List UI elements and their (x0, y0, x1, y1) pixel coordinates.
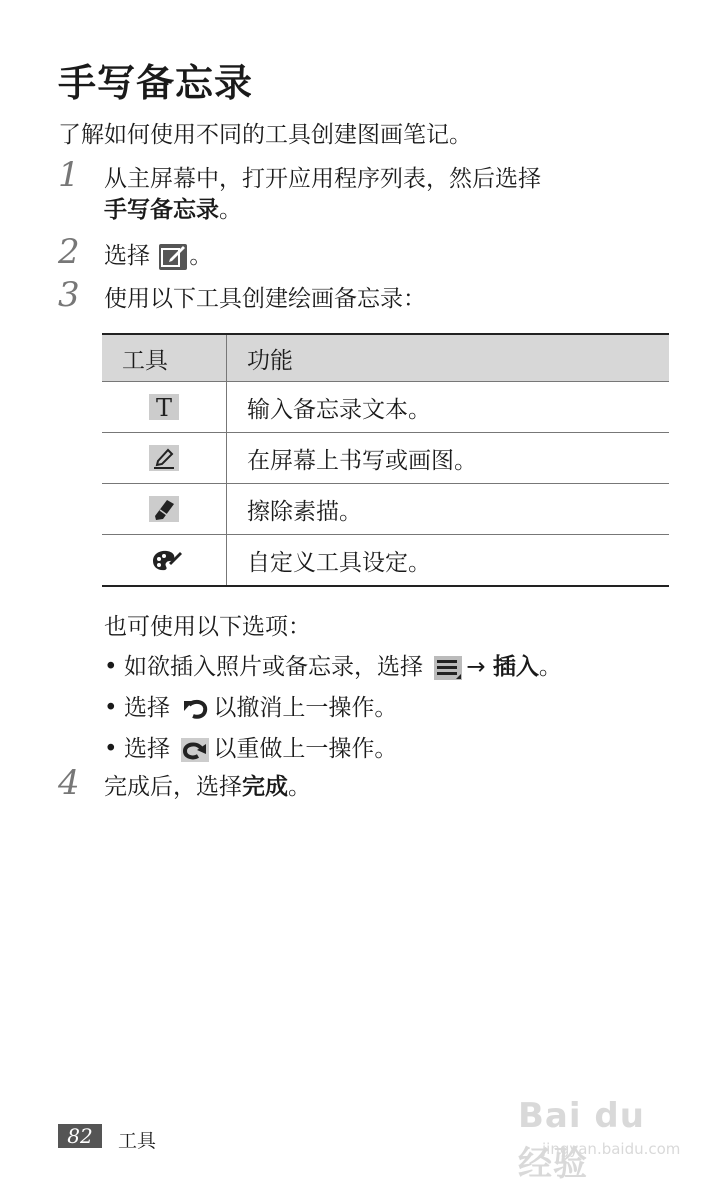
app-name: 手写备忘录 (104, 197, 219, 223)
function-text: 输入备忘录文本。 (227, 382, 670, 433)
step-text: 使用以下工具创建绘画备忘录： (104, 286, 426, 312)
baidu-watermark (518, 1088, 688, 1184)
watermark-url: jingyan.baidu.com (542, 1140, 681, 1158)
step-number: 4 (58, 763, 80, 803)
step-4: 4 完成后，选择完成。 (58, 763, 311, 803)
section-name: 工具 (118, 1130, 157, 1152)
tools-table (102, 333, 669, 587)
page-title: 手写备忘录 (58, 61, 254, 105)
table-header-row (102, 334, 669, 382)
step-number: 3 (58, 275, 80, 315)
also-text: 也可使用以下选项： (104, 614, 311, 640)
compose-icon (159, 244, 187, 270)
bullet-text: 选择 (124, 695, 170, 721)
step-text: 选择 (104, 243, 150, 269)
arrow-glyph: → (466, 654, 486, 680)
step-text: 完成后，选择 (104, 774, 242, 800)
text-tool-icon (149, 394, 179, 420)
step-text: 从主屏幕中，打开应用程序列表，然后选择 (104, 166, 541, 192)
bullet-text: 以撤消上一操作。 (213, 695, 398, 721)
function-text: 在屏幕上书写或画图。 (227, 433, 670, 484)
page-number: 82 (58, 1124, 102, 1148)
step-1: 1 从主屏幕中，打开应用程序列表，然后选择 手写备忘录。 (58, 155, 541, 223)
menu-icon (434, 656, 462, 680)
step-2: 2 选择 。 (58, 232, 213, 272)
undo-icon (181, 697, 209, 721)
pen-tool-icon (149, 445, 179, 471)
function-text: 擦除素描。 (227, 484, 670, 535)
svg-text:T: T (155, 394, 173, 421)
bullet-text: 如欲插入照片或备忘录，选择 (124, 654, 423, 680)
step-3 (58, 275, 664, 315)
step-number: 1 (58, 155, 80, 195)
function-text: 自定义工具设定。 (227, 535, 670, 587)
list-item: • 如欲插入照片或备忘录，选择 → 插入。 (104, 654, 562, 680)
eraser-tool-icon (149, 496, 179, 522)
list-item: • 选择 以撤消上一操作。 (104, 695, 398, 721)
list-item: • 选择 以重做上一操作。 (104, 736, 398, 762)
done-label: 完成 (242, 774, 288, 800)
insert-label: 插入 (492, 654, 539, 680)
table-row (102, 433, 669, 484)
redo-icon (181, 738, 209, 762)
table-row (102, 382, 669, 433)
table-row (102, 484, 669, 535)
bullet-text: 以重做上一操作。 (213, 736, 398, 762)
palette-settings-icon (149, 547, 179, 573)
step-number: 2 (58, 232, 80, 272)
header-tool: 工具 (102, 334, 227, 382)
table-row (102, 535, 669, 587)
bullet-text: 选择 (124, 736, 170, 762)
watermark-logo: Bai du 经验 (518, 1096, 645, 1184)
header-function: 功能 (227, 334, 670, 382)
intro-text: 了解如何使用不同的工具创建图画笔记。 (58, 122, 472, 148)
